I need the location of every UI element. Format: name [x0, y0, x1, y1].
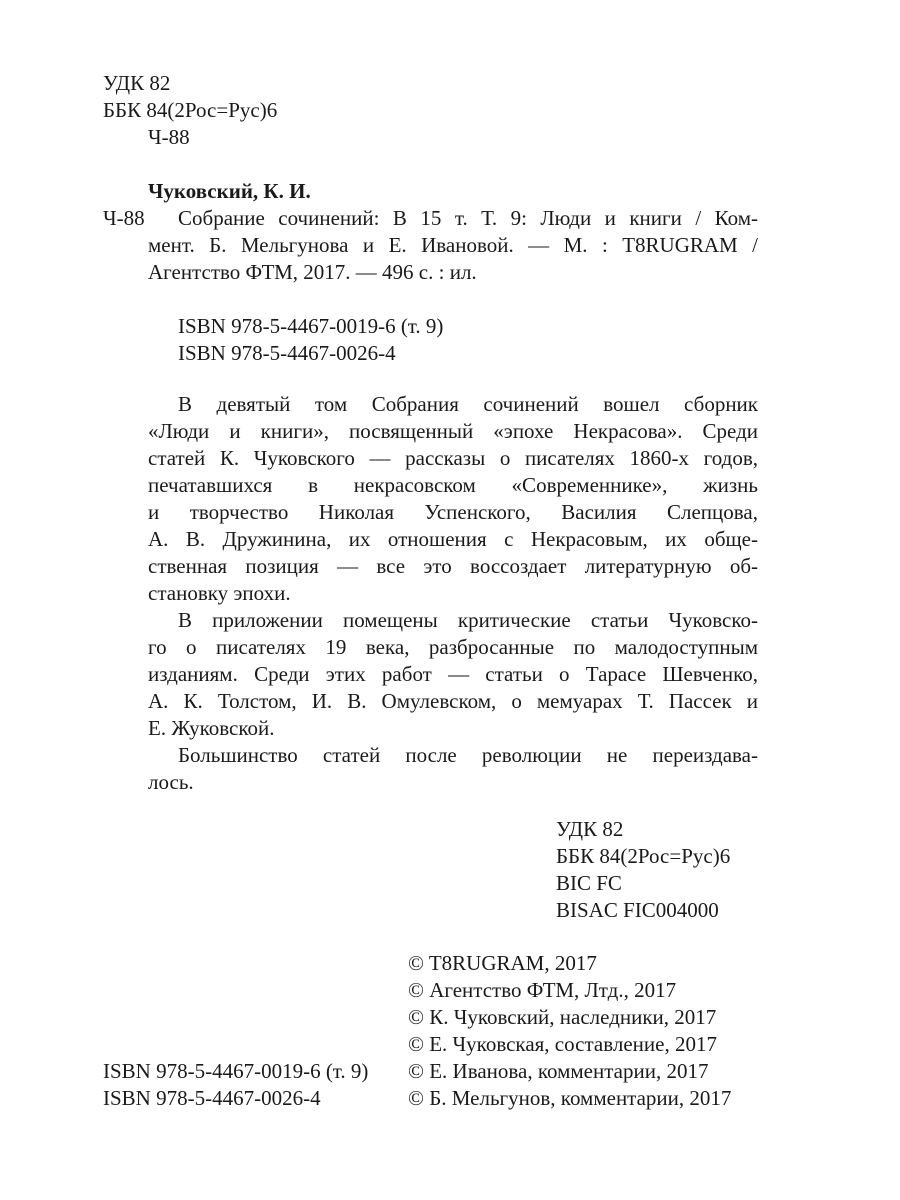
- copyright-line: © К. Чуковский, наследники, 2017: [408, 1005, 717, 1029]
- bibliography-mark: Ч-88: [103, 206, 145, 230]
- copyright-line: © T8RUGRAM, 2017: [408, 951, 597, 975]
- annotation-line: статей К. Чуковского — рассказы о писателях 1860-х годов,: [148, 446, 758, 470]
- annotation-paragraph-1: [148, 391, 758, 607]
- annotation-line: печатавшихся в некрасовском «Современнике», жизнь: [148, 473, 758, 497]
- annotation-line: А. К. Толстом, И. В. Омулевском, о мемуарах Т. Пассек и: [148, 689, 758, 713]
- annotation-line: лось.: [148, 770, 194, 794]
- annotation-line: А. В. Дружинина, их отношения с Некрасовым, их обще-: [148, 527, 758, 551]
- classification-bbk: ББК 84(2Рос=Рус)6: [556, 844, 731, 868]
- isbn-volume: ISBN 978-5-4467-0019-6 (т. 9): [178, 314, 444, 338]
- annotation-line: ственная позиция — все это воссоздает литературную об-: [148, 554, 758, 578]
- annotation-line: В приложении помещены критические статьи Чуковско-: [178, 608, 758, 632]
- annotation-line: изданиям. Среди этих работ — статьи о Тарасе Шевченко,: [148, 662, 758, 686]
- copyright-line: © Агентство ФТМ, Лтд., 2017: [408, 978, 677, 1002]
- annotation-line: В девятый том Собрания сочинений вошел сборник: [178, 392, 758, 416]
- copyright-line: © Е. Иванова, комментарии, 2017: [408, 1059, 709, 1083]
- copyright-block: [408, 950, 731, 1112]
- bibliography-line: Собрание сочинений: В 15 т. Т. 9: Люди и книги / Ком-: [178, 206, 758, 230]
- author-mark: Ч-88: [148, 125, 190, 149]
- classification-udk: УДК 82: [556, 817, 624, 841]
- udk-code: УДК 82: [103, 71, 171, 95]
- annotation-line: и творчество Николая Успенского, Василия Слепцова,: [148, 500, 758, 524]
- copyright-line: © Е. Чуковская, составление, 2017: [408, 1032, 717, 1056]
- annotation-line: «Люди и книги», посвященный «эпохе Некрасова». Среди: [148, 419, 758, 443]
- author-name: Чуковский, К. И.: [148, 179, 311, 203]
- bibliography-line: Агентство ФТМ, 2017. — 496 с. : ил.: [148, 260, 477, 284]
- classification-bic: BIC FC: [556, 871, 622, 895]
- classification-bisac: BISAC FIC004000: [556, 898, 719, 922]
- bibliography-line: мент. Б. Мельгунова и Е. Ивановой. — М. : T8RUGRAM /: [148, 233, 758, 257]
- annotation-paragraph-2: [148, 607, 758, 742]
- classification-block: [556, 816, 730, 924]
- footer-isbn-volume: ISBN 978-5-4467-0019-6 (т. 9): [103, 1059, 369, 1083]
- annotation-paragraph-3: [148, 742, 758, 796]
- footer-isbn-block: [103, 1058, 368, 1112]
- annotation-line: го о писателях 19 века, разбросанные по малодоступным: [148, 635, 758, 659]
- bbk-code: ББК 84(2Рос=Рус)6: [103, 98, 278, 122]
- annotation-line: Е. Жуковской.: [148, 716, 275, 740]
- isbn-set: ISBN 978-5-4467-0026-4: [178, 341, 396, 365]
- copyright-line: © Б. Мельгунов, комментарии, 2017: [408, 1086, 732, 1110]
- annotation-line: становку эпохи.: [148, 581, 291, 605]
- annotation-line: Большинство статей после революции не переиздава-: [178, 743, 758, 767]
- footer-isbn-set: ISBN 978-5-4467-0026-4: [103, 1086, 321, 1110]
